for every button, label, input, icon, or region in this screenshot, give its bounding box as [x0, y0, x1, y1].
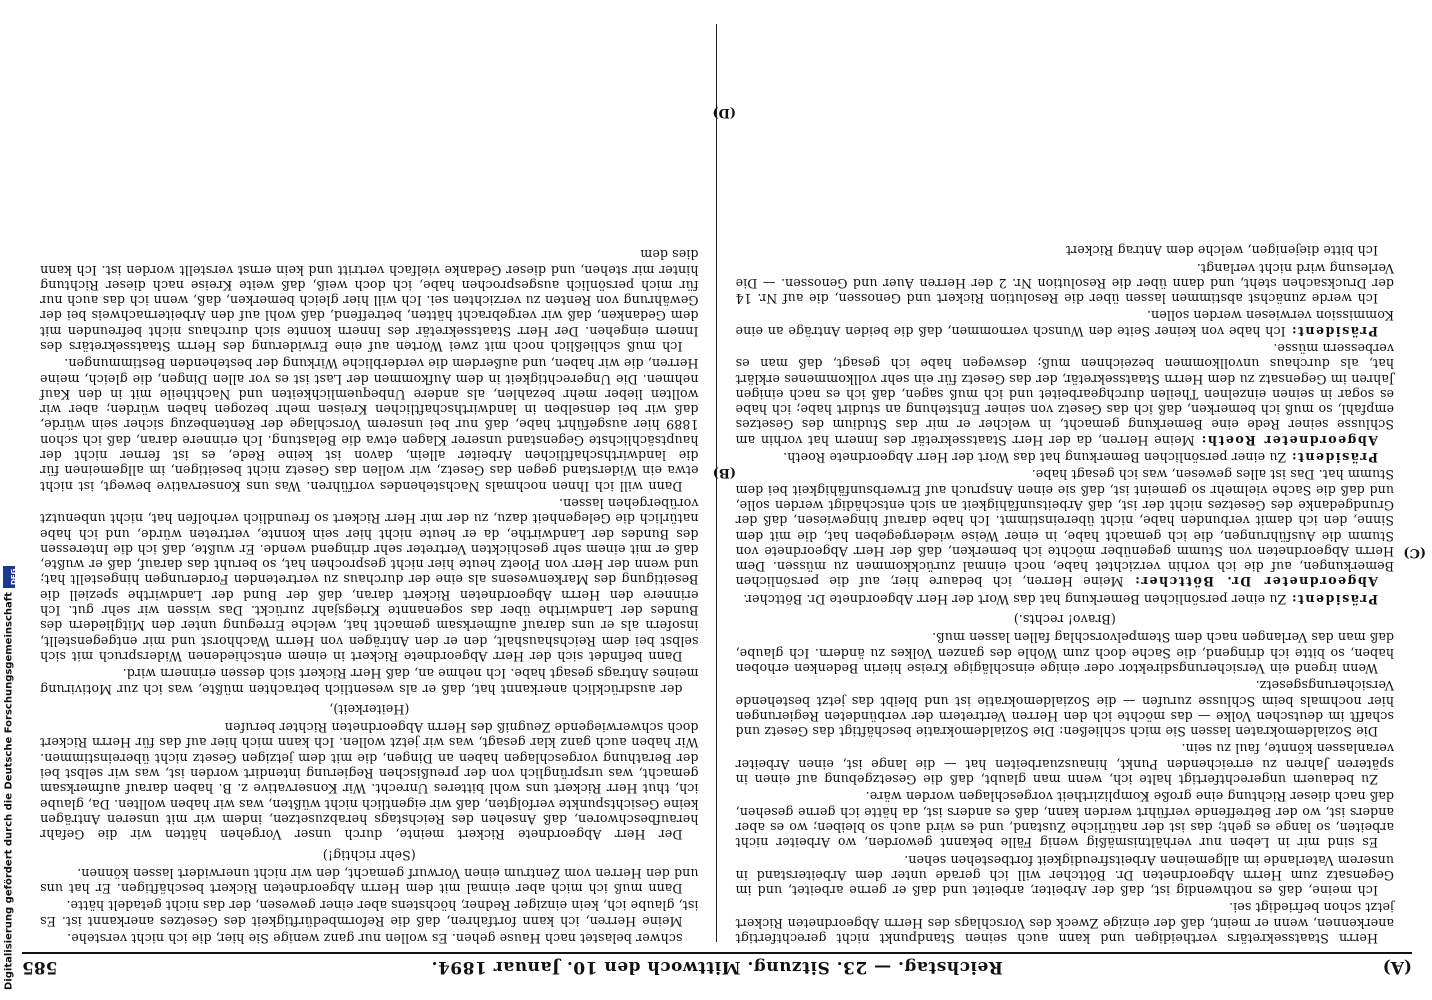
paragraph: Ich bitte diejenigen, welche dem Antrag Rickert — [1065, 243, 1378, 259]
paragraph: Abgeordneter Roeth: Meine Herren, da der Herr Staatssekretär des Innern hat vorhin am Schlusse seiner Rede eine Bemerkung gemacht, in welcher er mir das Studium des Gesetzes empfahl, so muß ich bemerken, daß ich das Gesetz von seiner Entstehung an studirt habe; ich habe es sogar in seinen einzelnen Theilen durchgearbeitet und ich muß sagen, daß ich es nach einigen Jahren im Gegensatz zu dem Herrn Staatssekretär, der das Gesetz für ein sehr vollkommenes erklärt hat, als durchaus unvollkommen bezeichnen muß; deswegen habe ich gesagt, daß man es verbessern müsse. — [735, 341, 1394, 448]
paragraph: Wenn irgend ein Versicherungsdirektor oder einige einschlägige Kreise hierin Bedenken erhoben haben, so bitte ich dringend, die Sache doch zum Wohle des ganzen Volkes zu ändern. Ich glaube, daß man das Verlangen nach dem Stempelvorschlag fallen lassen muß. — [735, 630, 1394, 676]
paragraph: Die Sozialdemokraten lassen Sie mich schließen: Die Sozialdemokratie beschäftigt das Gesetz und schafft im deutschen Volke — das möchte ich den Herren Vertretern der verbündeten Regierungen hier nochmals beim Schlusse zurufen — die Sozialdemokratie ist und bleibt das jetzt bestehende Versicherungsgesetz. — [735, 678, 1394, 740]
paragraph: Dann befindet sich der Herr Abgeordnete Rickert in einem entschiedenen Widerspruch mit sich selbst bei dem Reichshaushalt, den er den Anträgen von Herrn Wachhorst und mir entgegenstellt, insofern als er uns darauf aufmerksam gemacht hat, welche Erregung unter den Mitgliedern des Bundes der Landwirthe über das sogenannte Kriegsjahr zurückt. Das wissen wir sehr gut. Ich erinnere den Herrn Abgeordneten Rickert daran, daß der Bund der Landwirthe speziell die Beseitigung des Markenwesens als eine der durchaus zu vertretenden Forderungen hingestellt hat; und wenn der Herr von Ploetz heute hier nicht gesprochen hat, so beruht das darauf, daß er wußte, daß er mit einem sehr geschickten Vertreter sehr dringend wende. Er wußte, daß ich die Interessen des Bundes der Landwirthe, da er heute nicht hier sein konnte, vertreten würde, und ich habe natürlich die Gelegenheit dazu, zu der mir Herr Rickert so freundlich verholfen hat, nicht unbenutzt vorübergehen lassen. — [40, 495, 699, 664]
digitization-credit — [2, 560, 16, 990]
paragraph: Ich muß schließlich noch mit zwei Worten auf eine Erwiderung des Herrn Staatssekretärs des Innern eingehen. Der Herr Staatssekretär des Innern konnte sich durchaus nicht befreunden mit dem Gedanken, daß wir vergebracht hätten, betreffend, daß wohl auf den Arbeiternachweis bei der Gewährung von Renten zu verzichten sei. Ich will hier gleich bemerken, daß, wenn ich das auch nur für mich persönlich ausgesprochen habe, ich doch weiß, daß weite Kreise nach dieser Richtung hinter mir stehen, und dieser Gedanke vielfach vertritt und kein ernst verstellt worden ist. Ich kann dies dem — [40, 247, 699, 355]
paragraph: Präsident: Ich habe von keiner Seite den Wunsch vernommen, daß die beiden Anträge an eine Kommission verwiesen werden sollen. — [735, 308, 1394, 339]
speaker-name: Abgeordneter Dr. Böttcher: — [1133, 574, 1378, 590]
dfg-logo-icon: DFG — [3, 566, 15, 588]
paragraph: (Heiterkeit), — [329, 701, 410, 717]
running-title: Reichstag. — 23. Sitzung. Mittwoch den 10. Januar 1894. — [431, 957, 1003, 977]
paragraph: Dann muß ich mich aber einmal mit dem Herrn Abgeordneten Rickert beschäftigen. Er hat uns und den Herren vom Zentrum einen Vorwurf gemacht, den wir nicht unerwidert lassen können. — [40, 865, 699, 897]
paragraph: Ich werde zunächst abstimmen lassen über die Resolution Rickert und Genossen, die auf Nr. 14 der Drucksachen steht, und dann über die Resolution Nr. 2 der Herren Auer und Genossen. — Die Verlesung wird nicht verlangt. — [735, 260, 1394, 307]
credit-text: Digitalisierung gefördert durch die Deutsche Forschungsgemeinschaft — [3, 592, 15, 990]
page-number: 585 — [22, 957, 58, 977]
speaker-name: Abgeordneter Roeth: — [1200, 432, 1378, 448]
paragraph: Präsident: Zu einer persönlichen Bemerkung hat das Wort der Herr Abgeordnete Dr. Böttcher. — [743, 591, 1378, 607]
document-page — [22, 20, 1426, 980]
page-header — [22, 952, 1412, 980]
paragraph: (Sehr richtig!) — [322, 847, 416, 863]
speaker-name: Präsident: — [1290, 450, 1378, 466]
paragraph: Ich meine, daß es nothwendig ist, daß der Arbeiter, arbeitet und daß er gerne arbeitet, und im Gegensatz zum Herrn Abgeordneten Dr. Böttcher will ich gerade unter dem Arbeiterstand in unserem Vaterlande im allgemeinen Arbeitsfreudigkeit fortbestehen sehen. — [735, 852, 1394, 899]
margin-mark-d: (D) — [712, 105, 736, 120]
speaker-name: Präsident: — [1290, 323, 1378, 339]
left-margin-mark: (A) — [1382, 957, 1412, 977]
paragraph: Abgeordneter Dr. Böttcher: Meine Herren, ich bedaure hier, auf die persönlichen Bemerkungen, auf die ich vorhin verzichtet habe, noch einmal zurückkommen zu müssen. Dem Herrn Abgeordneten von Stumm gegenüber möchte ich bemerken, daß der Herr Abgeordnete von Stumm die Ausführungen, die ich gemacht habe, in einer Weise wiedergegeben hat, die mit dem Sinne, den ich damit verbunden habe, nicht übereinstimmt. Ich habe darauf hingewiesen, daß der Grundgedanke des Gesetzes nicht der ist, daß Arbeitsunfähigkeit an sich entschädigt werden solle, und daß die Sache vielmehr so gemeint ist, daß sie einen Anspruch auf Erwerbsunfähigkeit bei dem Stumm hat. Das ist alles gewesen, was ich gesagt habe. — [735, 467, 1394, 590]
paragraph: Meine Herren, ich kann fortfahren, daß die Reformbedürftigkeit des Gesetzes anerkannt ist. Es ist, glaube ich, kein einziger Redner, höchstens aber einer gewesen, der das nicht getadelt hätte. — [40, 898, 699, 929]
paragraph: Dann will ich Ihnen nochmals Nachstehendes vorführen. Was uns Konservative bewegt, ist nicht etwa ein Widerstand gegen das Gesetz, wir wollen das Gesetz nicht beseitigen, im allgemeinen für die landwirthschaftlichen Arbeiter allein, davon ist keine Rede, es ist ferner nicht der hauptsächlichste Gegenstand unserer Klagen etwa die Belastung. Ich erinnere daran, daß ich schon 1889 hier ausgeführt habe, daß nur bei unserem Vorschlage der Rentenbezug sicher sein würde, daß wir bei denselben in landwirthschaftlichen Kreisen mehr bezogen haben würden; aber wir wollten lieber mehr bezahlen, als andere Unbequemlichkeiten und Nachtheile mit in den Kauf nehmen. Die Ungerechtigkeit in dem Aufkommen der Last ist es vor allen Dingen, die gleich, meine Herren, die wir haben, und außerdem die verderbliche Wirkung der bestehenden Bestimmungen. — [40, 356, 699, 494]
paragraph: (Bravo! rechts.) — [1013, 612, 1116, 628]
margin-mark-b: (B) — [712, 465, 736, 480]
paragraph: Der Herr Abgeordnete Rickert meinte, durch unser Vorgehen hätten wir die Gefahr heraufbeschworen, daß Ansehen des Reichstags herabzusetzen, indem wir mit unseren Anträgen keine Gesichtspunkte verfolgten, daß wir eigentlich nicht wüßten, was wir haben wollten. Da, glaube ich, thut Herr Rickert uns wohl bitteres Unrecht. Wir Konservative z. B. haben darauf aufmerksam gemacht, was ursprünglich von der preußischen Regierung intendirt worden ist, was wir selbst bei der Berathung vorgeschlagen haben an Dingen, die mit dem jetzigen Gesetz nicht übereinstimmen. Wir haben auch ganz klar gesagt, was wir jetzt wollen. Ich kann mich hier auf das für Herrn Rickert doch schwerwiegende Zeugniß des Herrn Abgeordneten Richter berufen — [40, 720, 699, 843]
paragraph: der ausdrücklich anerkannt hat, daß er als wesentlich betrachten müßte, was ich zur Motivirung meines Antrags gesagt habe. Ich nehme an, daß Herr Rickert sich dessen erinnern wird. — [40, 666, 699, 697]
text-columns — [22, 20, 1412, 946]
paragraph: Herrn Staatssekretärs vertheidigen und kann auch seinen Standpunkt nicht gerechtfertigt anerkennen, wenn er meint, daß der einzige Zweck des Vorschlags des Herrn Abgeordneten Rickert jetzt schon befriedigt sei. — [735, 900, 1394, 946]
paragraph: schwer belastet nach Hause gehen. Es wollen nur ganz wenige Sie hier, die ich nicht verstehe. — [67, 931, 683, 946]
margin-mark-c: (C) — [1403, 545, 1426, 560]
paragraph: Präsident: Zu einer persönlichen Bemerkung hat das Wort der Herr Abgeordnete Roeth. — [783, 450, 1378, 466]
right-column — [22, 20, 717, 946]
speaker-name: Präsident: — [1290, 591, 1378, 607]
paragraph: Zu bedauern ungerechtfertigt halte ich, wenn man glaubt, daß die Gesetzgebung auf einen in späteren Jahren zu erreichenden Punkt, hinauszuarbeiten hat — die lange ist, einen Arbeiter veranlassen könnte, faul zu sein. — [735, 741, 1394, 788]
left-column — [718, 20, 1413, 946]
column-divider — [717, 24, 718, 942]
paragraph: Es sind mir in Leben nur verhältnismäßig wenig Fälle bekannt geworden, wo Arbeiter nicht arbeiten, so lange es geht; das ist der natürliche Zustand, und es wird auch so bleiben; wo es aber anders ist, wo der Betreffende verführt werden kann, daß es anders ist, da hätte ich gerne gesehen, daß nach dieser Richtung eine große Komplizirtheit vorgeschlagen worden wäre. — [735, 789, 1394, 851]
